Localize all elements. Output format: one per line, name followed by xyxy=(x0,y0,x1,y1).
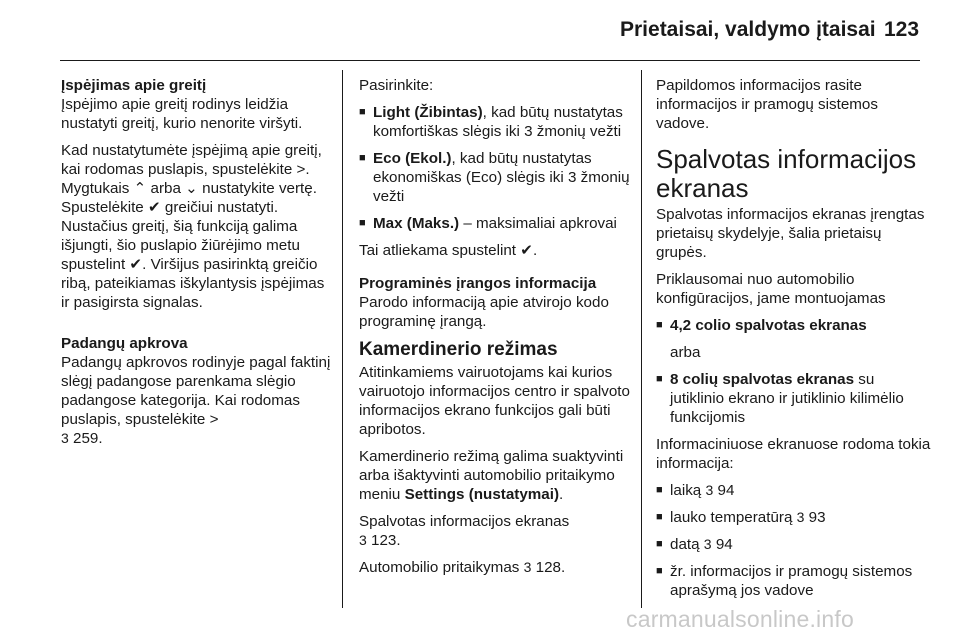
page-ref-icon: 3 xyxy=(703,536,712,552)
column-2 xyxy=(359,76,634,585)
page-number: 123 xyxy=(884,18,920,41)
section-heading: Padangų apkrova xyxy=(61,335,188,352)
paragraph: Kamerdinerio režimą galima suaktyvinti arba išaktyvinti automobilio pritaikymo meniu Settings (nustatymai). xyxy=(359,448,624,503)
page-ref-link[interactable]: 123. xyxy=(371,532,401,549)
option-list xyxy=(359,103,634,233)
info-list xyxy=(656,481,931,600)
page-ref-link[interactable]: 259. xyxy=(73,430,103,447)
column-divider xyxy=(641,70,642,608)
page-ref-link[interactable]: 94 xyxy=(717,482,735,499)
page-ref-icon: 3 xyxy=(61,430,69,446)
column-divider xyxy=(342,70,343,608)
list-item: ■ Max (Maks.) – maksimaliai apkrovai xyxy=(359,214,634,233)
page-ref-icon: 3 xyxy=(359,532,367,548)
list-item: ■ Eco (Ekol.), kad būtų nustatytas ekonomiškas (Eco) slėgis iki 3 žmonių vežti xyxy=(359,149,634,206)
list-item: ■ lauko temperatūrą 3 93 xyxy=(656,508,931,527)
paragraph: Kad nustatytumėte įspėjimą apie greitį, kai rodomas puslapis, spustelėkite >. Mygtukais ⌃ arba ⌄ nustatykite vertę. Spustelėkite ✔ greičiui nustatyti. Nustačius greitį, šią funkciją galima išjungti, šio puslapio žiūrėjimo metu spustelint ✔. Viršijus pasirinktą greičio ribą, pateikiamas iškylantysis įspėjimas ir pasigirsta signalas. xyxy=(61,142,325,311)
paragraph: Spalvotas informacijos ekranas įrengtas prietaisų skydelyje, šalia prietaisų grupės. xyxy=(656,206,925,261)
paragraph: Priklausomai nuo automobilio konfigūracijos, jame montuojamas xyxy=(656,271,886,307)
list-item: ■ 8 colių spalvotas ekranas su jutiklinio ekrano ir jutiklinio kilimėlio funkcijomis xyxy=(656,370,931,427)
arrow-up-icon: ⌃ xyxy=(133,180,147,197)
paragraph: Įspėjimo apie greitį rodinys leidžia nustatyti greitį, kurio nenorite viršyti. xyxy=(61,96,303,132)
chevron-right-icon: > xyxy=(209,411,219,428)
page-ref-icon: 3 xyxy=(523,559,532,575)
column-3 xyxy=(656,76,931,608)
section-heading: Įspėjimas apie greitį xyxy=(61,77,207,94)
page-ref-icon: 3 xyxy=(705,482,714,498)
paragraph: Atitinkamiems vairuotojams kai kurios vairuotojo informacijos centro ir spalvoto informacijos ekrano funkcijos gali būti apribotos. xyxy=(359,364,630,438)
paragraph: Parodo informaciją apie atvirojo kodo programinę įrangą. xyxy=(359,294,609,330)
list-item: ■ laiką 3 94 xyxy=(656,481,931,500)
checkmark-icon: ✔ xyxy=(129,256,143,273)
list-item: ■ 4,2 colio spalvotas ekranas xyxy=(656,316,931,335)
page-ref-icon: 3 xyxy=(796,509,805,525)
page-ref-link[interactable]: 93 xyxy=(808,509,826,526)
paragraph: Automobilio pritaikymas 3 128. xyxy=(359,559,566,576)
page-header xyxy=(0,0,960,60)
page-title: Prietaisai, valdymo įtaisai xyxy=(620,18,876,41)
list-item: ■ Light (Žibintas), kad būtų nustatytas komfortiškas slėgis iki 3 žmonių vežti xyxy=(359,103,634,141)
paragraph: Spalvotas informacijos ekranas 3 123. xyxy=(359,513,570,549)
paragraph: Padangų apkrovos rodinyje pagal faktinį slėgį padangose parenkama slėgio padangose kategorija. Kai rodomas puslapis, spustelėkite > 3 259. xyxy=(61,354,331,447)
watermark: carmanualsonline.info xyxy=(626,606,854,632)
arrow-down-icon: ⌄ xyxy=(185,180,198,197)
option-list xyxy=(656,370,931,427)
paragraph: Papildomos informacijos rasite informacijos ir pramogų sistemos vadove. xyxy=(656,77,878,132)
page-ref-link[interactable]: 128. xyxy=(535,559,566,576)
section-heading: Programinės įrangos informacija xyxy=(359,275,597,292)
checkmark-icon: ✔ xyxy=(520,242,533,259)
page-ref-link[interactable]: 94 xyxy=(715,536,733,553)
paragraph: arba xyxy=(670,344,701,361)
chevron-right-icon: > xyxy=(296,161,306,178)
checkmark-icon: ✔ xyxy=(147,199,161,216)
paragraph: Tai atliekama spustelint ✔. xyxy=(359,242,538,259)
option-list xyxy=(656,316,931,335)
chapter-title: Spalvotas informacijos ekranas xyxy=(656,144,917,203)
column-1 xyxy=(61,76,336,456)
paragraph: Informaciniuose ekranuose rodoma tokia informacija: xyxy=(656,436,931,472)
list-item: ■ žr. informacijos ir pramogų sistemos aprašymą jos vadove xyxy=(656,562,931,600)
header-divider xyxy=(60,60,920,61)
paragraph: Pasirinkite: xyxy=(359,77,434,94)
list-item: ■ datą 3 94 xyxy=(656,535,931,554)
section-heading: Kamerdinerio režimas xyxy=(359,339,558,360)
